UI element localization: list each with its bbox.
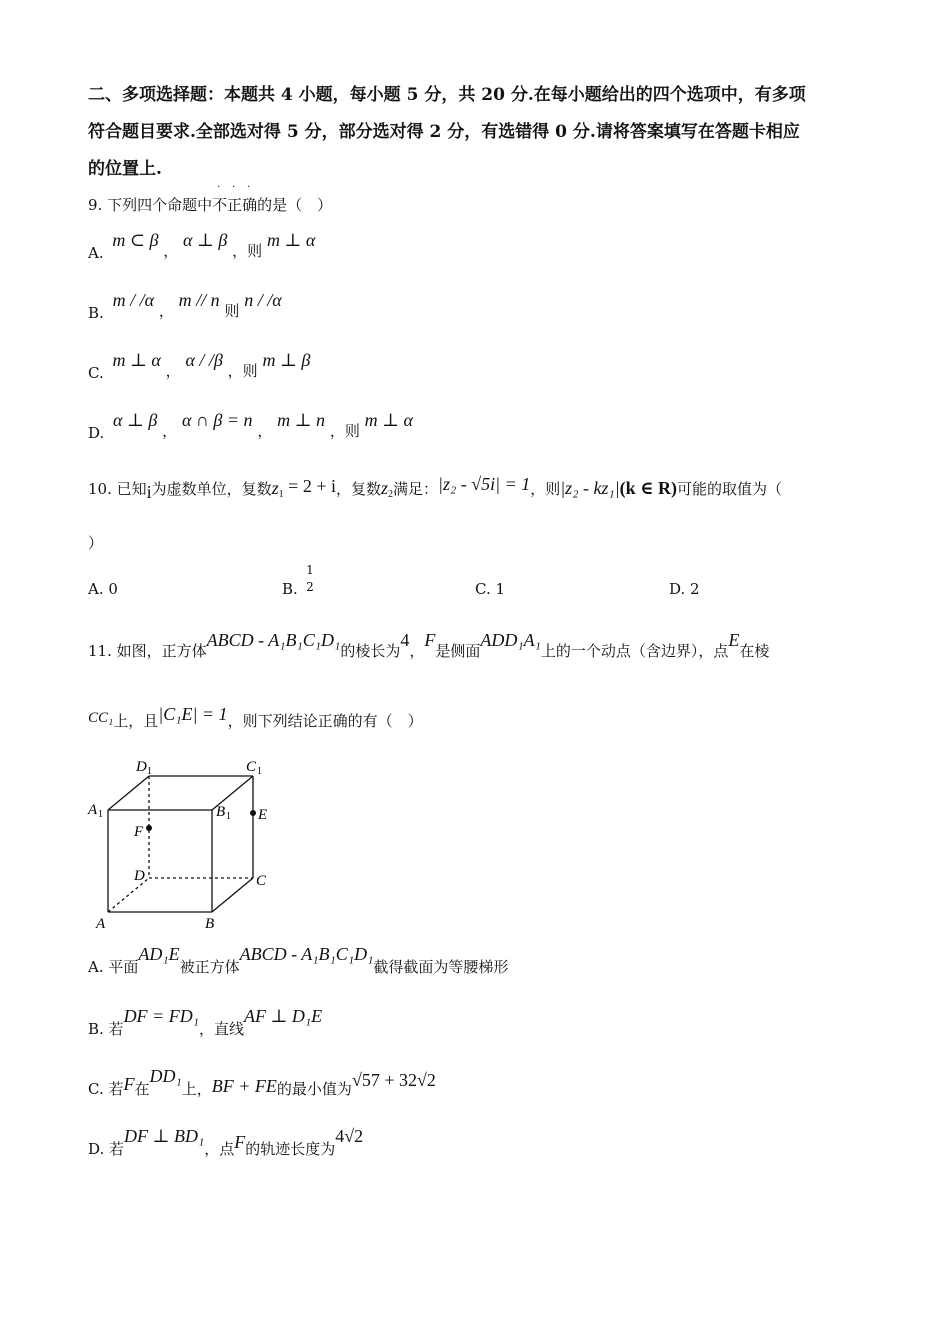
svg-text:1: 1 — [226, 811, 231, 822]
cube-figure — [86, 752, 286, 942]
q9-option-a[interactable]: A. m ⊂ β ， α ⊥ β ，则 m ⊥ α — [88, 230, 316, 262]
q10-z1: $z_1$ — [271, 478, 284, 500]
q9-emphasis: · · · 不正确 — [212, 182, 258, 214]
label-d1: D — [136, 759, 147, 775]
section-header-line-1: 二、多项选择题：本题共 4 小题，每小题 5 分，共 20 分.在每小题给出的四个选项中，有多项 — [88, 85, 806, 105]
section-header-line-3: 的位置上. — [88, 159, 162, 179]
edge-b-c — [212, 878, 253, 912]
edge-a1-d1 — [108, 776, 149, 810]
label-a: A — [96, 916, 106, 932]
label-a1: A — [88, 802, 98, 818]
q10-stem-close: ） — [88, 534, 104, 552]
q10-z2: $z_2$ — [381, 478, 394, 500]
q9-option-c[interactable]: C. m ⊥ α ， α / /β ，则 m ⊥ β — [88, 350, 311, 382]
q9-option-b[interactable]: B. m / /α ， m // n 则 n / /α — [88, 290, 282, 322]
q11-option-a[interactable]: A. 平面AD₁E被正方体ABCD - A₁B₁C₁D₁截得截面为等腰梯形 — [88, 944, 509, 976]
q10-option-d[interactable]: D. 2 — [669, 580, 700, 598]
section-header-line-2: 符合题目要求.全部选对得 5 分，部分选对得 2 分，有选错得 0 分.请将答案填写在答题卡相应 — [88, 122, 800, 142]
label-b1: B — [216, 804, 226, 820]
svg-text:1: 1 — [257, 766, 262, 777]
q10-option-c[interactable]: C. 1 — [475, 580, 506, 598]
label-c: C — [256, 873, 267, 889]
q10-fraction-denominator: 2 — [306, 580, 314, 594]
svg-text:1: 1 — [98, 809, 103, 820]
label-c1: C — [246, 759, 257, 775]
label-d: D — [134, 868, 145, 884]
q9-stem: 9. 下列四个命题中 · · · 不正确的是（ ） — [88, 182, 333, 214]
point-e — [250, 810, 256, 816]
q10-stem: 10. 已知i为虚数单位，复数$z_1 = 2 + i$，复数$z_2$满足：|z₂ - √5i| = 1，则|z₂ - kz₁|(k ∈ R)可能的取值为（ — [88, 474, 782, 502]
q9-option-d[interactable]: D. α ⊥ β ， α ∩ β = n ， m ⊥ n ，则 m ⊥ α — [88, 410, 413, 442]
q11-stem-line-2: CC₁上，且|C₁E| = 1，则下列结论正确的有（ ） — [88, 704, 423, 730]
label-f: F — [134, 824, 144, 840]
svg-text:1: 1 — [147, 766, 152, 777]
point-f — [146, 825, 152, 831]
q11-option-b[interactable]: B. 若DF = FD₁，直线AF ⊥ D₁E — [88, 1006, 323, 1038]
label-b: B — [205, 916, 215, 932]
label-e: E — [258, 807, 268, 823]
q11-stem-line-1: 11. 如图，正方体ABCD - A₁B₁C₁D₁的棱长为4，F是侧面ADD₁A₁上的一个动点（含边界），点E在棱 — [88, 630, 770, 660]
q10-option-b[interactable]: B. 1 2 — [282, 580, 298, 598]
q11-option-d[interactable]: D. 若DF ⊥ BD₁，点F的轨迹长度为4√2 — [88, 1126, 364, 1158]
q11-option-c[interactable]: C. 若F在DD₁上，BF + FE的最小值为√57 + 32√2 — [88, 1066, 436, 1098]
q10-fraction-numerator: 1 — [306, 563, 314, 577]
q10-option-a[interactable]: A. 0 — [88, 580, 118, 598]
